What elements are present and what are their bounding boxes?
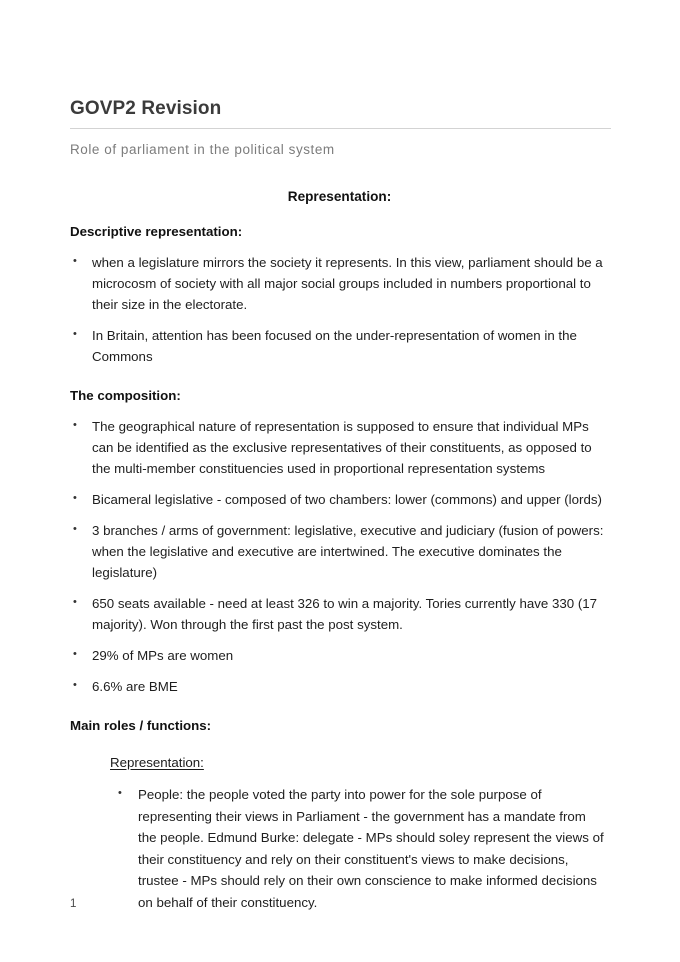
list-descriptive-representation: [70, 252, 611, 367]
heading-the-composition: The composition:: [70, 388, 181, 403]
list-representation-points: [110, 784, 611, 913]
list-item: • People: the people voted the party into power for the sole purpose of representing their views in Parliament - the government has a mandate from the people. Edmund Burke: delegate - MPs should soley represent the views of their constituency and rely on their constituent's views to make decisions, trustee - MPs should rely on their own conscience to make informed decisions on behalf of their constituency.: [115, 784, 611, 913]
page-title: GOVP2 Revision: [70, 97, 222, 119]
list-item: • The geographical nature of representation is supposed to ensure that individual MPs can be identified as the exclusive representatives of their constituents, as opposed to the multi-member constituencies used in proportional representation systems: [70, 416, 611, 479]
heading-descriptive-representation: Descriptive representation:: [70, 224, 243, 239]
page-subtitle: Role of parliament in the political system: [70, 142, 335, 157]
sub-heading-representation: Representation:: [110, 755, 204, 770]
list-item: • 29% of MPs are women: [70, 645, 611, 666]
subsection-representation: [70, 752, 611, 913]
title-divider: [70, 128, 611, 129]
list-item: • 3 branches / arms of government: legislative, executive and judiciary (fusion of powers: when the legislative and executive are intertwined. The executive dominates the legislature): [70, 520, 611, 583]
list-item: • Bicameral legislative - composed of two chambers: lower (commons) and upper (lords): [70, 489, 611, 510]
document-body: [70, 186, 611, 913]
list-item: • 650 seats available - need at least 326 to win a majority. Tories currently have 330 (17 majority). Won through the first past the post system.: [70, 593, 611, 635]
list-the-composition: [70, 416, 611, 697]
list-item: • when a legislature mirrors the society it represents. In this view, parliament should be a microcosm of society with all major social groups included in numbers proportional to their size in the electorate.: [70, 252, 611, 315]
page-number: 1: [70, 898, 77, 910]
section-title-representation: Representation:: [287, 189, 392, 204]
heading-main-roles-functions: Main roles / functions:: [70, 718, 212, 733]
list-item: • In Britain, attention has been focused on the under-representation of women in the Commons: [70, 325, 611, 367]
list-item: • 6.6% are BME: [70, 676, 611, 697]
